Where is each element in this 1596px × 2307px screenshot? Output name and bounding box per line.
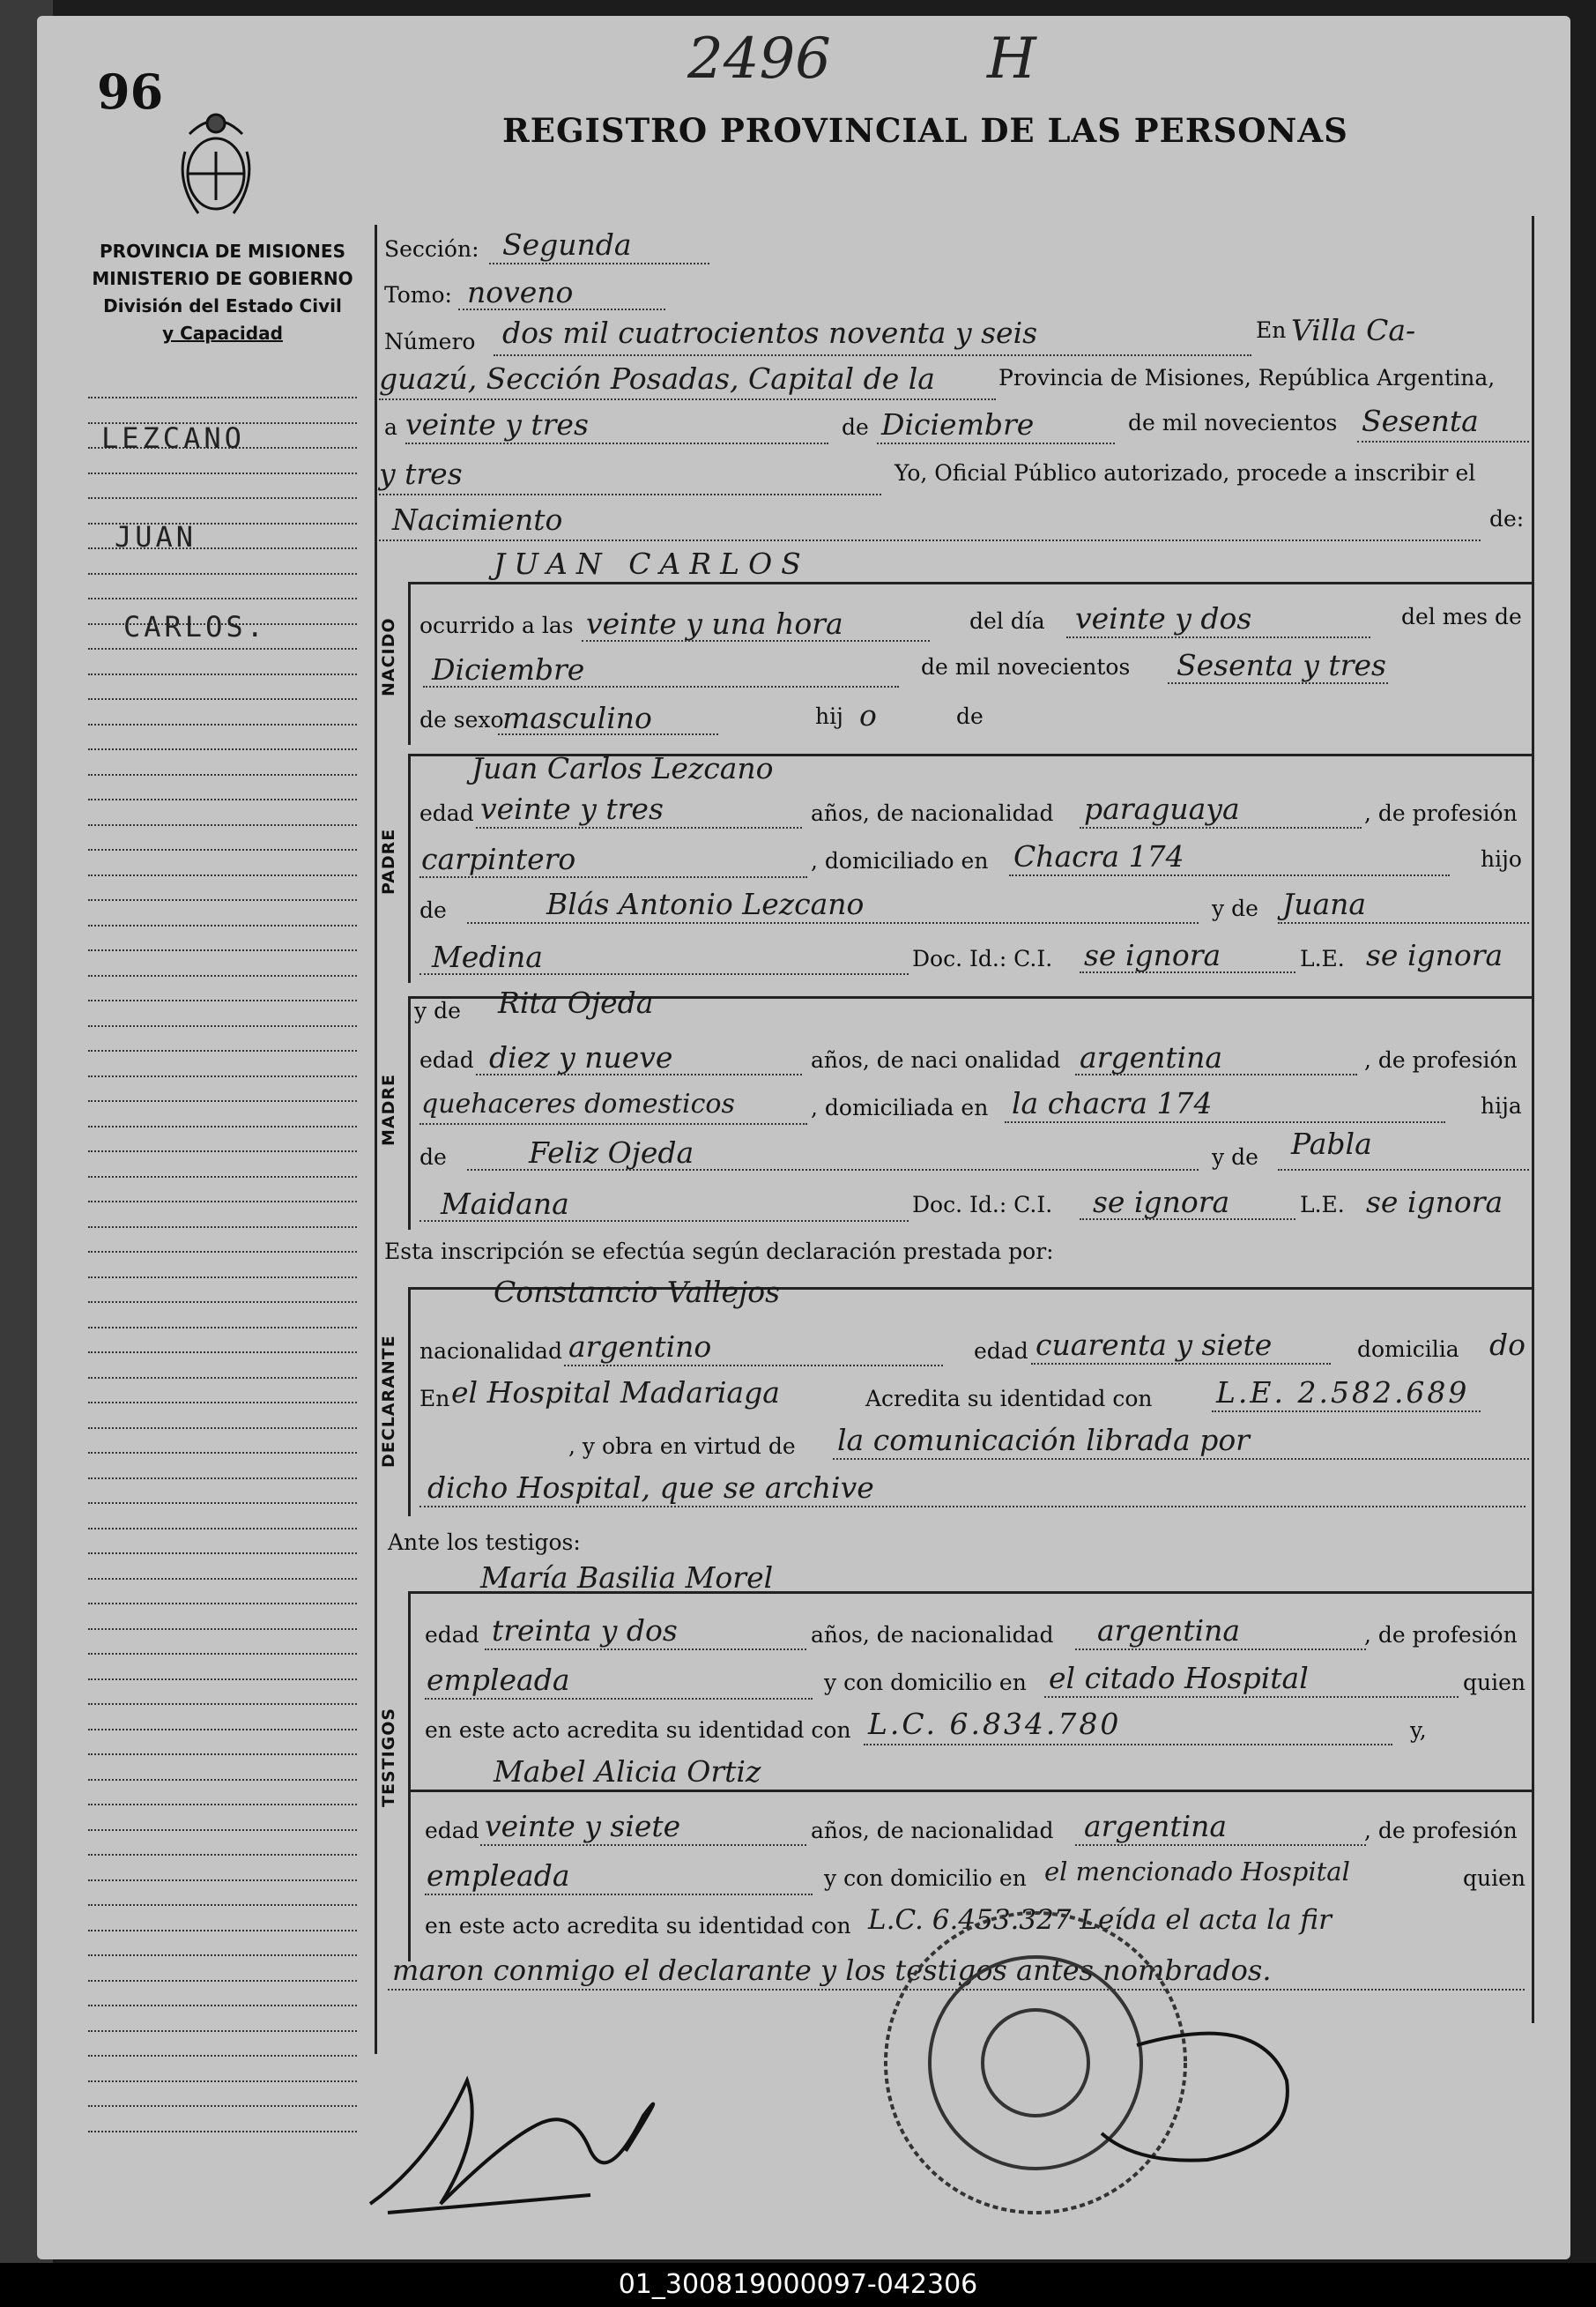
hand-testigo2: Mabel Alicia Ortiz	[494, 1754, 761, 1789]
margin-ruled-line	[88, 1703, 357, 1705]
hand-abuela-m: Pabla	[1291, 1127, 1372, 1161]
field-line	[419, 1506, 1525, 1507]
hand-padre-dom: Chacra 174	[1013, 839, 1184, 874]
margin-ruled-line	[88, 1729, 357, 1730]
label-doc-m: Doc. Id.: C.I.	[912, 1192, 1053, 1217]
authority-line: División del Estado Civil	[103, 295, 342, 316]
hand-hij-suffix: o	[859, 698, 877, 733]
hand-decl-obra2: dicho Hospital, que se archive	[427, 1470, 874, 1505]
margin-ruled-line	[88, 1176, 357, 1178]
hand-decl-edad: cuarenta y siete	[1036, 1328, 1273, 1362]
hand-madre-le: se ignora	[1366, 1185, 1503, 1219]
hand-madre-ci: se ignora	[1093, 1185, 1230, 1219]
hand-t2-nac: argentina	[1084, 1809, 1228, 1843]
hand-decl-obra1: la comunicación librada por	[837, 1423, 1250, 1457]
label-le-m: L.E.	[1300, 1192, 1345, 1217]
hand-decl-dom2: el Hospital Madariaga	[451, 1375, 780, 1410]
margin-ruled-line	[88, 1126, 357, 1127]
label-del-dia: del día	[969, 608, 1045, 634]
hand-tomo: noveno	[467, 275, 574, 309]
padre-bracket	[408, 754, 411, 983]
label-en-decl: En	[419, 1386, 450, 1411]
section-divider	[408, 1790, 1532, 1792]
margin-ruled-line	[88, 1954, 357, 1956]
margin-ruled-line	[88, 949, 357, 951]
margin-ruled-line	[88, 397, 357, 398]
hand-decl-nac: argentino	[568, 1329, 712, 1364]
testigos-bracket	[408, 1591, 411, 1961]
field-line	[379, 494, 881, 495]
field-line	[864, 1744, 1392, 1745]
margin-ruled-line	[88, 1276, 357, 1278]
hand-sexo: masculino	[502, 701, 652, 735]
margin-ruled-line	[88, 1402, 357, 1403]
margin-ruled-line	[88, 774, 357, 776]
label-ocurrido: ocurrido a las	[419, 613, 574, 638]
margin-ruled-line	[88, 1653, 357, 1655]
label-seccion: Sección:	[384, 236, 479, 262]
margin-ruled-line	[88, 2131, 357, 2132]
label-en: En	[1256, 317, 1287, 343]
madre-bracket	[408, 996, 411, 1230]
margin-ruled-line	[88, 975, 357, 977]
national-coat-of-arms-icon	[172, 99, 260, 231]
handwritten-record-number: 2496	[687, 26, 831, 92]
hand-padre-edad: veinte y tres	[480, 792, 664, 826]
hand-abuela: Juana	[1282, 887, 1367, 921]
label-de-colon: de:	[1489, 506, 1525, 532]
nacido-label: NACIDO	[379, 617, 398, 696]
field-line	[1005, 1121, 1445, 1123]
hand-t1-edad: treinta y dos	[492, 1613, 678, 1648]
field-line	[1009, 874, 1450, 876]
margin-ruled-line	[88, 1251, 357, 1253]
label-quien-t1: quien	[1463, 1670, 1525, 1695]
section-divider	[408, 582, 1532, 584]
label-de: de	[842, 414, 869, 440]
margin-ruled-line	[88, 2080, 357, 2082]
margin-ruled-line	[88, 748, 357, 750]
margin-first-name: JUAN	[115, 520, 197, 554]
label-hij: hij	[815, 703, 843, 729]
label-nacionalidad: nacionalidad	[419, 1338, 562, 1364]
field-line	[877, 443, 1115, 444]
field-line	[467, 1169, 1199, 1171]
label-profesion-madre: , de profesión	[1364, 1047, 1518, 1073]
hand-testigo1: María Basilia Morel	[480, 1560, 774, 1595]
margin-ruled-line	[88, 573, 357, 575]
margin-ruled-line	[88, 2005, 357, 2006]
margin-ruled-line	[88, 1201, 357, 1202]
label-anos-nac-t1: años, de nacionalidad	[811, 1622, 1054, 1648]
hand-dia: veinte y tres	[405, 407, 589, 442]
margin-ruled-line	[88, 849, 357, 851]
hand-madre-edad: diez y nueve	[489, 1040, 673, 1075]
margin-ruled-line	[88, 1829, 357, 1831]
margin-second-name: CARLOS.	[123, 610, 267, 644]
field-line	[582, 640, 930, 642]
hand-child-name: JUAN CARLOS	[494, 547, 810, 581]
hand-madre-nombre: Rita Ojeda	[498, 986, 654, 1020]
hand-t2-dom: el mencionado Hospital	[1044, 1857, 1350, 1887]
margin-ruled-line	[88, 1301, 357, 1303]
hand-abuela2: Medina	[432, 940, 543, 974]
label-a: a	[384, 414, 397, 440]
label-anos-nac-t2: años, de nacionalidad	[811, 1818, 1054, 1843]
margin-ruled-line	[88, 1930, 357, 1931]
margin-ruled-line	[88, 598, 357, 599]
label-con-domicilio-t1: y con domicilio en	[824, 1670, 1027, 1695]
field-line	[564, 1365, 943, 1366]
hand-t1-doc: L.C. 6.834.780	[868, 1707, 1122, 1741]
hand-hora: veinte y una hora	[586, 607, 843, 641]
nacido-bracket	[408, 582, 411, 745]
label-domiciliada: , domiciliada en	[811, 1095, 989, 1120]
label-sexo: de sexo	[419, 707, 504, 733]
margin-ruled-line	[88, 724, 357, 726]
margin-ruled-line	[88, 1000, 357, 1001]
testigos-label: TESTIGOS	[379, 1707, 398, 1807]
hand-mes: Diciembre	[881, 407, 1035, 442]
hand-anio-nac: Sesenta y tres	[1177, 648, 1386, 682]
margin-ruled-line	[88, 1980, 357, 1982]
label-de-mil-novecientos: de mil novecientos	[1128, 410, 1338, 435]
margin-ruled-line	[88, 1050, 357, 1052]
folio-number: 96	[97, 63, 164, 120]
field-line	[494, 354, 1251, 356]
label-provincia: Provincia de Misiones, República Argentina,	[998, 365, 1496, 391]
margin-ruled-line	[88, 473, 357, 474]
margin-ruled-line	[88, 1477, 357, 1479]
label-doc: Doc. Id.: C.I.	[912, 946, 1053, 971]
field-line	[1066, 636, 1370, 638]
hand-t1-nac: argentina	[1097, 1613, 1241, 1648]
label-profesion-t1: , de profesión	[1364, 1622, 1518, 1648]
margin-ruled-line	[88, 1226, 357, 1228]
field-line	[1031, 1363, 1331, 1365]
label-edad: edad	[419, 800, 474, 826]
hand-lugar1: Villa Ca-	[1291, 313, 1416, 347]
field-line	[489, 263, 709, 264]
hand-padre-prof: carpintero	[421, 842, 576, 876]
field-line	[1168, 682, 1388, 684]
margin-ruled-line	[88, 799, 357, 800]
hand-madre-prof: quehaceres domesticos	[421, 1089, 735, 1120]
label-de-abuelo: de	[419, 897, 447, 923]
field-line	[425, 1894, 813, 1895]
field-line	[1080, 971, 1295, 973]
field-line	[467, 922, 1199, 924]
authority-line: MINISTERIO DE GOBIERNO	[92, 268, 353, 289]
margin-ruled-line	[88, 824, 357, 826]
label-del-mes: del mes de	[1401, 604, 1522, 629]
hand-padre-nombre: Juan Carlos Lezcano	[471, 751, 774, 785]
margin-ruled-line	[88, 1502, 357, 1504]
margin-ruled-line	[88, 698, 357, 700]
registrar-signature	[1084, 2010, 1304, 2169]
hand-t2-doc: L.C. 6.453.327 Leída el acta la fir	[868, 1904, 1332, 1936]
field-line	[423, 686, 899, 688]
field-line	[419, 973, 909, 975]
hand-t1-dom: el citado Hospital	[1049, 1661, 1309, 1695]
label-de-mil-novecientos-nac: de mil novecientos	[921, 654, 1131, 680]
field-line	[1357, 441, 1529, 443]
label-edad-t1: edad	[425, 1622, 479, 1648]
hand-t2-prof: empleada	[427, 1858, 570, 1893]
label-profesion-t2: , de profesión	[1364, 1818, 1518, 1843]
field-line	[833, 1458, 1529, 1460]
field-line	[1075, 1844, 1366, 1846]
field-line	[1075, 1648, 1366, 1650]
margin-ruled-line	[88, 874, 357, 876]
label-y-de-madre: y de	[414, 998, 461, 1023]
label-acredita-t2: en este acto acredita su identidad con	[425, 1913, 851, 1939]
margin-surname: LEZCANO	[101, 421, 245, 455]
hand-madre-nac: argentina	[1080, 1040, 1223, 1075]
field-line	[419, 1123, 807, 1125]
hand-declarante: Constancio Vallejos	[494, 1275, 781, 1309]
label-y-de-m: y de	[1212, 1144, 1258, 1170]
hand-padre-le: se ignora	[1366, 938, 1503, 972]
margin-ruled-line	[88, 1452, 357, 1454]
field-line	[498, 733, 718, 735]
hand-acto: Nacimiento	[392, 502, 563, 537]
form-right-border	[1532, 216, 1534, 2023]
label-edad-madre: edad	[419, 1047, 474, 1073]
margin-ruled-line	[88, 497, 357, 499]
field-line	[1075, 1074, 1357, 1075]
label-obra: , y obra en virtud de	[568, 1433, 796, 1459]
margin-ruled-line	[88, 1327, 357, 1328]
handwritten-signature	[361, 2028, 731, 2239]
handwritten-letter: H	[987, 26, 1036, 92]
label-edad-t2: edad	[425, 1818, 479, 1843]
margin-ruled-line	[88, 1879, 357, 1881]
field-line	[1044, 1696, 1459, 1698]
field-line	[1278, 922, 1529, 924]
hand-mes-nac: Diciembre	[432, 652, 585, 687]
hand-abuelo-m: Feliz Ojeda	[529, 1135, 694, 1170]
margin-ruled-line	[88, 648, 357, 650]
hand-padre-ci: se ignora	[1084, 938, 1221, 972]
field-line	[1080, 1218, 1295, 1220]
margin-ruled-line	[88, 1075, 357, 1077]
label-domiciliado: , domiciliado en	[811, 848, 989, 874]
form-left-border	[375, 225, 377, 2054]
label-le: L.E.	[1300, 946, 1345, 971]
label-anos-nac: años, de nacionalidad	[811, 800, 1054, 826]
field-line	[1212, 1410, 1481, 1412]
hand-cierre: maron conmigo el declarante y los testigos antes nombrados.	[392, 1954, 1272, 1987]
margin-ruled-line	[88, 1552, 357, 1554]
authority-line: y Capacidad	[162, 323, 283, 344]
hand-madre-dom: la chacra 174	[1012, 1086, 1213, 1120]
field-line	[476, 1074, 802, 1075]
declarante-label: DECLARANTE	[379, 1335, 398, 1468]
label-acredita: Acredita su identidad con	[865, 1386, 1153, 1411]
field-line	[1278, 1169, 1529, 1171]
margin-ruled-line	[88, 899, 357, 901]
hand-anio2: y tres	[379, 457, 463, 491]
margin-ruled-line	[88, 1753, 357, 1755]
margin-ruled-line	[88, 2105, 357, 2107]
page-title: REGISTRO PROVINCIAL DE LAS PERSONAS	[502, 111, 1348, 150]
hand-dia-nac: veinte y dos	[1075, 601, 1252, 636]
label-hijo: hijo	[1481, 846, 1522, 872]
field-line	[379, 540, 1481, 541]
margin-ruled-line	[88, 1351, 357, 1353]
margin-ruled-line	[88, 2030, 357, 2032]
field-line	[425, 1698, 813, 1700]
field-line	[405, 443, 828, 444]
field-line	[419, 876, 807, 878]
label-quien-t2: quien	[1463, 1865, 1525, 1891]
authority-line: PROVINCIA DE MISIONES	[100, 241, 345, 262]
field-line	[485, 1648, 806, 1650]
label-y-t1: y,	[1410, 1717, 1427, 1743]
margin-ruled-line	[88, 1578, 357, 1580]
margin-ruled-line	[88, 1528, 357, 1529]
margin-ruled-line	[88, 1779, 357, 1781]
field-line	[476, 827, 802, 829]
label-anos-nac-madre: años, de naci onalidad	[811, 1047, 1061, 1073]
hand-t1-prof: empleada	[427, 1663, 570, 1697]
label-domicilia: domicilia	[1357, 1336, 1459, 1362]
margin-ruled-line	[88, 673, 357, 675]
label-y-de: y de	[1212, 896, 1258, 921]
field-line	[419, 1220, 909, 1222]
margin-ruled-line	[88, 1025, 357, 1027]
margin-ruled-line	[88, 1904, 357, 1906]
label-de-abuelo-m: de	[419, 1144, 447, 1170]
label-numero: Número	[384, 329, 476, 354]
label-yo-oficial: Yo, Oficial Público autorizado, procede a inscribir el	[895, 460, 1476, 486]
declarante-bracket	[408, 1287, 411, 1516]
label-profesion: , de profesión	[1364, 800, 1518, 826]
hand-abuelo: Blás Antonio Lezcano	[546, 887, 865, 921]
hand-padre-nac: paraguaya	[1084, 792, 1240, 826]
label-de-hij: de	[956, 703, 984, 729]
label-inscripcion: Esta inscripción se efectúa según declaración prestada por:	[384, 1239, 1054, 1264]
margin-ruled-line	[88, 1603, 357, 1604]
label-con-domicilio-t2: y con domicilio en	[824, 1865, 1027, 1891]
margin-ruled-line	[88, 1628, 357, 1630]
margin-ruled-line	[88, 1100, 357, 1102]
margin-ruled-line	[88, 2055, 357, 2057]
label-tomo: Tomo:	[384, 282, 452, 308]
field-line	[379, 398, 996, 400]
margin-ruled-line	[88, 925, 357, 927]
image-identifier-footer: 01_300819000097-042306	[0, 2263, 1596, 2307]
hand-decl-doc: L.E. 2.582.689	[1216, 1375, 1470, 1410]
label-hija: hija	[1481, 1093, 1522, 1119]
margin-ruled-line	[88, 1150, 357, 1152]
madre-label: MADRE	[379, 1074, 398, 1146]
hand-numero: dos mil cuatrocientos noventa y seis	[502, 316, 1038, 350]
margin-ruled-line	[88, 1854, 357, 1856]
hand-decl-dom1: do	[1489, 1328, 1525, 1362]
hand-t2-edad: veinte y siete	[485, 1809, 681, 1843]
label-acredita-t1: en este acto acredita su identidad con	[425, 1717, 851, 1743]
label-ante: Ante los testigos:	[388, 1529, 581, 1555]
field-line	[480, 1844, 806, 1846]
hand-anio1: Sesenta	[1362, 404, 1479, 438]
padre-label: PADRE	[379, 828, 398, 895]
margin-ruled-line	[88, 1678, 357, 1680]
label-edad-decl: edad	[974, 1338, 1028, 1364]
hand-abuela-m2: Maidana	[441, 1187, 569, 1221]
margin-ruled-line	[88, 1804, 357, 1805]
margin-ruled-line	[88, 1427, 357, 1429]
hand-seccion: Segunda	[502, 227, 632, 262]
margin-ruled-line	[88, 1377, 357, 1379]
issuing-authority	[79, 238, 366, 347]
field-line	[1080, 827, 1362, 829]
hand-lugar2: guazú, Sección Posadas, Capital de la	[379, 361, 935, 396]
